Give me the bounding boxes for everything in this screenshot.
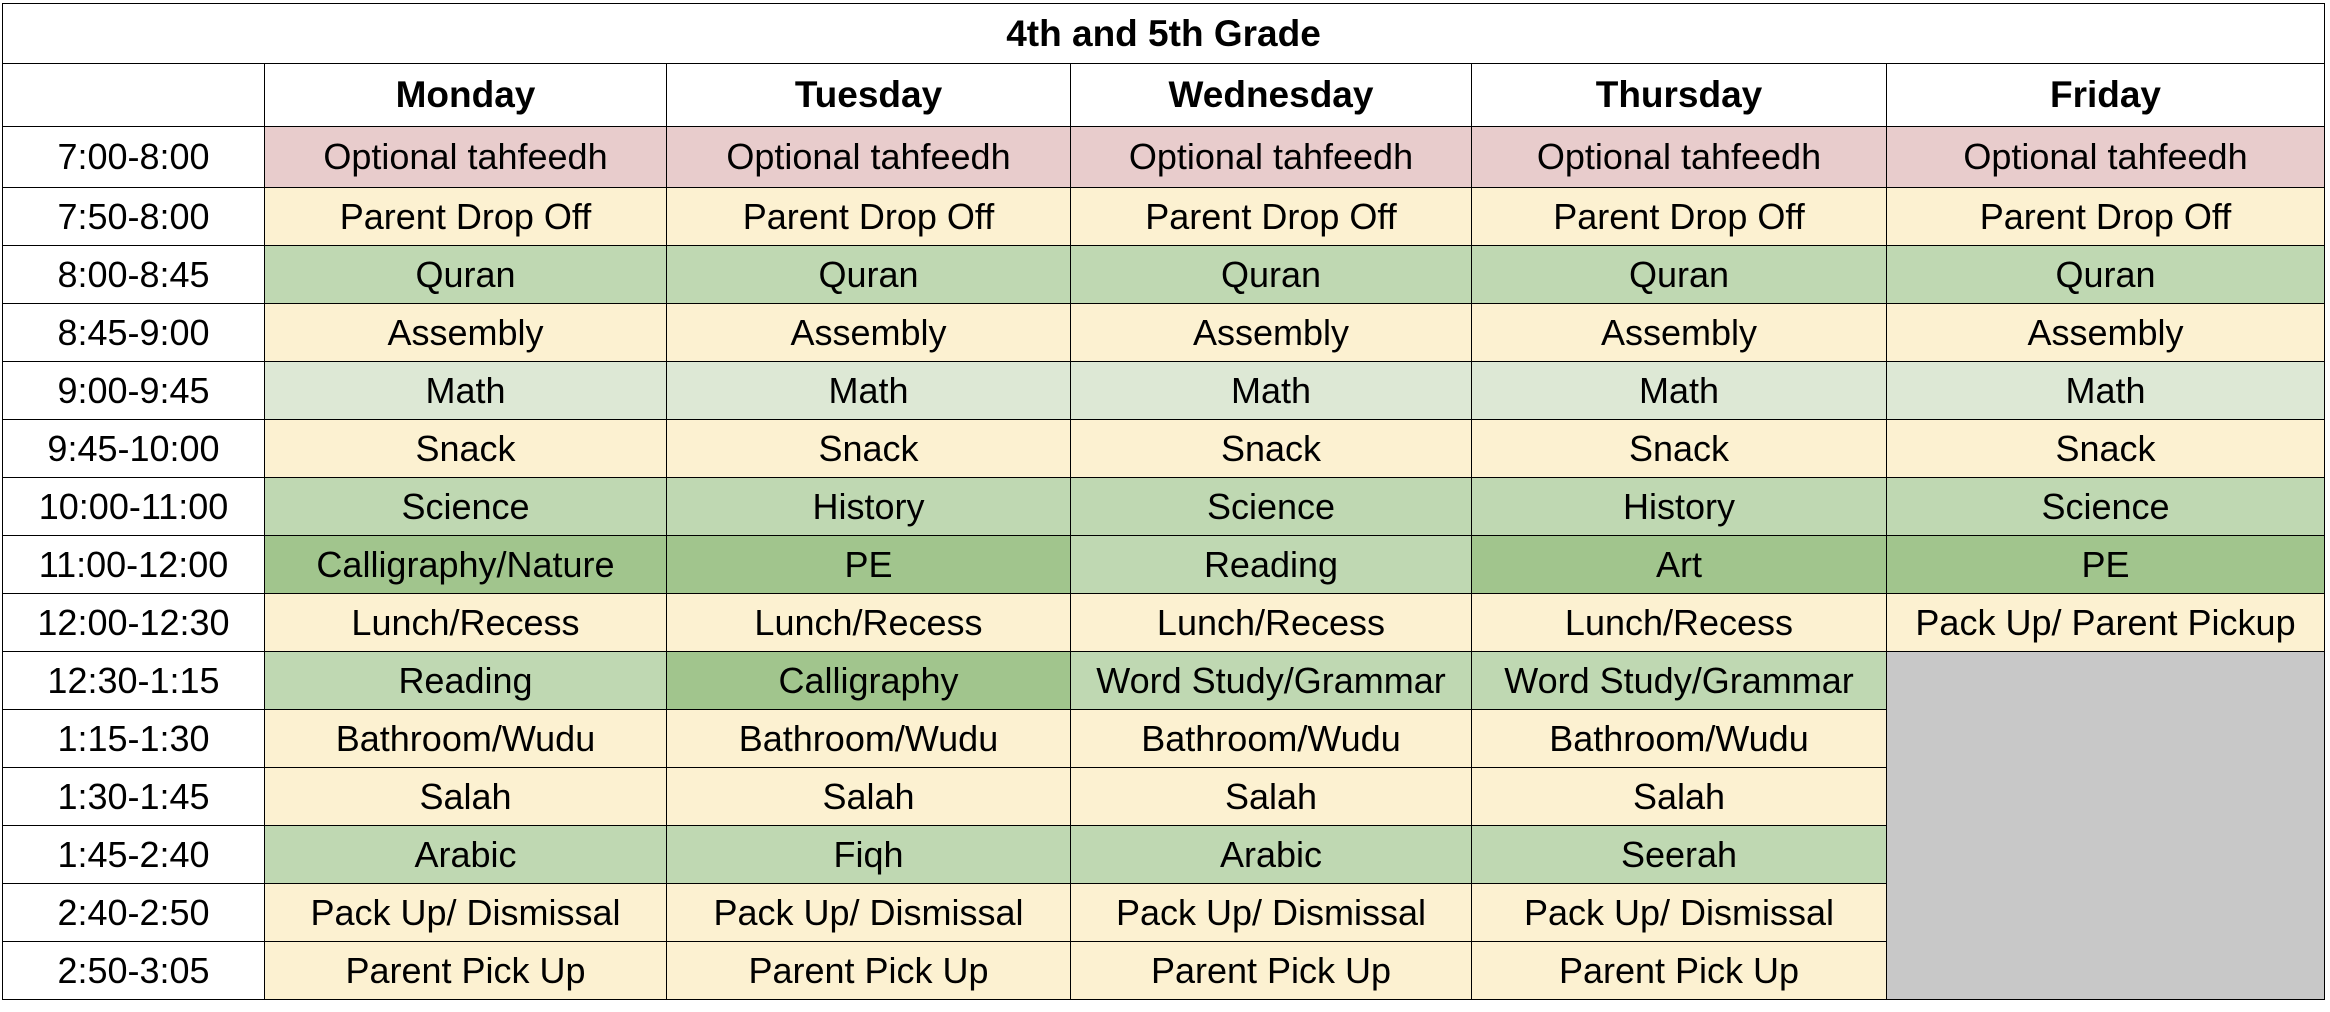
activity-wednesday: Arabic	[1071, 826, 1472, 884]
schedule-row	[3, 420, 2325, 478]
schedule-row	[3, 478, 2325, 536]
schedule-row	[3, 594, 2325, 652]
time-slot: 9:45-10:00	[3, 420, 265, 478]
activity-monday: Calligraphy/Nature	[265, 536, 667, 594]
title-row	[3, 4, 2325, 64]
day-header-friday: Friday	[1887, 64, 2325, 127]
activity-thursday: Quran	[1472, 246, 1887, 304]
activity-wednesday: Math	[1071, 362, 1472, 420]
activity-monday: Math	[265, 362, 667, 420]
activity-wednesday: Snack	[1071, 420, 1472, 478]
activity-friday: Snack	[1887, 420, 2325, 478]
activity-tuesday: Fiqh	[667, 826, 1071, 884]
activity-friday: Math	[1887, 362, 2325, 420]
activity-wednesday: Reading	[1071, 536, 1472, 594]
time-slot: 1:15-1:30	[3, 710, 265, 768]
activity-monday: Reading	[265, 652, 667, 710]
time-slot: 2:50-3:05	[3, 942, 265, 1000]
time-slot: 7:00-8:00	[3, 127, 265, 188]
time-slot: 9:00-9:45	[3, 362, 265, 420]
activity-monday: Bathroom/Wudu	[265, 710, 667, 768]
time-slot: 7:50-8:00	[3, 188, 265, 246]
day-header-monday: Monday	[265, 64, 667, 127]
time-slot: 10:00-11:00	[3, 478, 265, 536]
activity-wednesday: Optional tahfeedh	[1071, 127, 1472, 188]
activity-thursday: Parent Drop Off	[1472, 188, 1887, 246]
activity-tuesday: Pack Up/ Dismissal	[667, 884, 1071, 942]
activity-tuesday: Lunch/Recess	[667, 594, 1071, 652]
activity-tuesday: History	[667, 478, 1071, 536]
activity-tuesday: Parent Pick Up	[667, 942, 1071, 1000]
activity-tuesday: PE	[667, 536, 1071, 594]
activity-wednesday: Pack Up/ Dismissal	[1071, 884, 1472, 942]
activity-wednesday: Science	[1071, 478, 1472, 536]
activity-tuesday: Math	[667, 362, 1071, 420]
activity-friday: Assembly	[1887, 304, 2325, 362]
activity-friday: Pack Up/ Parent Pickup	[1887, 594, 2325, 652]
schedule-row	[3, 362, 2325, 420]
schedule-body	[3, 127, 2325, 1000]
time-slot: 12:30-1:15	[3, 652, 265, 710]
activity-friday: Parent Drop Off	[1887, 188, 2325, 246]
friday-empty-block	[1887, 652, 2325, 1000]
activity-thursday: Bathroom/Wudu	[1472, 710, 1887, 768]
activity-wednesday: Word Study/Grammar	[1071, 652, 1472, 710]
activity-tuesday: Bathroom/Wudu	[667, 710, 1071, 768]
schedule-table	[2, 3, 2325, 1000]
activity-thursday: Pack Up/ Dismissal	[1472, 884, 1887, 942]
activity-wednesday: Lunch/Recess	[1071, 594, 1472, 652]
activity-tuesday: Optional tahfeedh	[667, 127, 1071, 188]
activity-wednesday: Bathroom/Wudu	[1071, 710, 1472, 768]
schedule-row	[3, 246, 2325, 304]
activity-monday: Optional tahfeedh	[265, 127, 667, 188]
activity-wednesday: Parent Pick Up	[1071, 942, 1472, 1000]
time-slot: 1:45-2:40	[3, 826, 265, 884]
activity-wednesday: Salah	[1071, 768, 1472, 826]
time-slot: 1:30-1:45	[3, 768, 265, 826]
activity-thursday: History	[1472, 478, 1887, 536]
activity-thursday: Seerah	[1472, 826, 1887, 884]
activity-thursday: Math	[1472, 362, 1887, 420]
schedule-row	[3, 127, 2325, 188]
activity-thursday: Salah	[1472, 768, 1887, 826]
activity-monday: Parent Pick Up	[265, 942, 667, 1000]
activity-monday: Assembly	[265, 304, 667, 362]
schedule-row	[3, 652, 2325, 710]
time-slot: 8:45-9:00	[3, 304, 265, 362]
activity-tuesday: Calligraphy	[667, 652, 1071, 710]
time-column-header	[3, 64, 265, 127]
activity-monday: Salah	[265, 768, 667, 826]
time-slot: 12:00-12:30	[3, 594, 265, 652]
activity-thursday: Art	[1472, 536, 1887, 594]
activity-monday: Parent Drop Off	[265, 188, 667, 246]
activity-monday: Quran	[265, 246, 667, 304]
activity-thursday: Optional tahfeedh	[1472, 127, 1887, 188]
activity-tuesday: Salah	[667, 768, 1071, 826]
activity-thursday: Snack	[1472, 420, 1887, 478]
time-slot: 8:00-8:45	[3, 246, 265, 304]
activity-monday: Pack Up/ Dismissal	[265, 884, 667, 942]
activity-monday: Snack	[265, 420, 667, 478]
activity-tuesday: Snack	[667, 420, 1071, 478]
activity-friday: Quran	[1887, 246, 2325, 304]
activity-thursday: Lunch/Recess	[1472, 594, 1887, 652]
day-header-row	[3, 64, 2325, 127]
activity-thursday: Parent Pick Up	[1472, 942, 1887, 1000]
schedule-title: 4th and 5th Grade	[3, 4, 2325, 64]
activity-friday: Science	[1887, 478, 2325, 536]
schedule-row	[3, 536, 2325, 594]
schedule-row	[3, 188, 2325, 246]
schedule-row	[3, 304, 2325, 362]
activity-monday: Arabic	[265, 826, 667, 884]
day-header-wednesday: Wednesday	[1071, 64, 1472, 127]
activity-wednesday: Parent Drop Off	[1071, 188, 1472, 246]
activity-friday: Optional tahfeedh	[1887, 127, 2325, 188]
activity-tuesday: Quran	[667, 246, 1071, 304]
activity-thursday: Word Study/Grammar	[1472, 652, 1887, 710]
activity-tuesday: Parent Drop Off	[667, 188, 1071, 246]
activity-wednesday: Quran	[1071, 246, 1472, 304]
activity-friday: PE	[1887, 536, 2325, 594]
activity-wednesday: Assembly	[1071, 304, 1472, 362]
activity-monday: Lunch/Recess	[265, 594, 667, 652]
activity-monday: Science	[265, 478, 667, 536]
time-slot: 2:40-2:50	[3, 884, 265, 942]
day-header-tuesday: Tuesday	[667, 64, 1071, 127]
activity-thursday: Assembly	[1472, 304, 1887, 362]
activity-tuesday: Assembly	[667, 304, 1071, 362]
day-header-thursday: Thursday	[1472, 64, 1887, 127]
time-slot: 11:00-12:00	[3, 536, 265, 594]
